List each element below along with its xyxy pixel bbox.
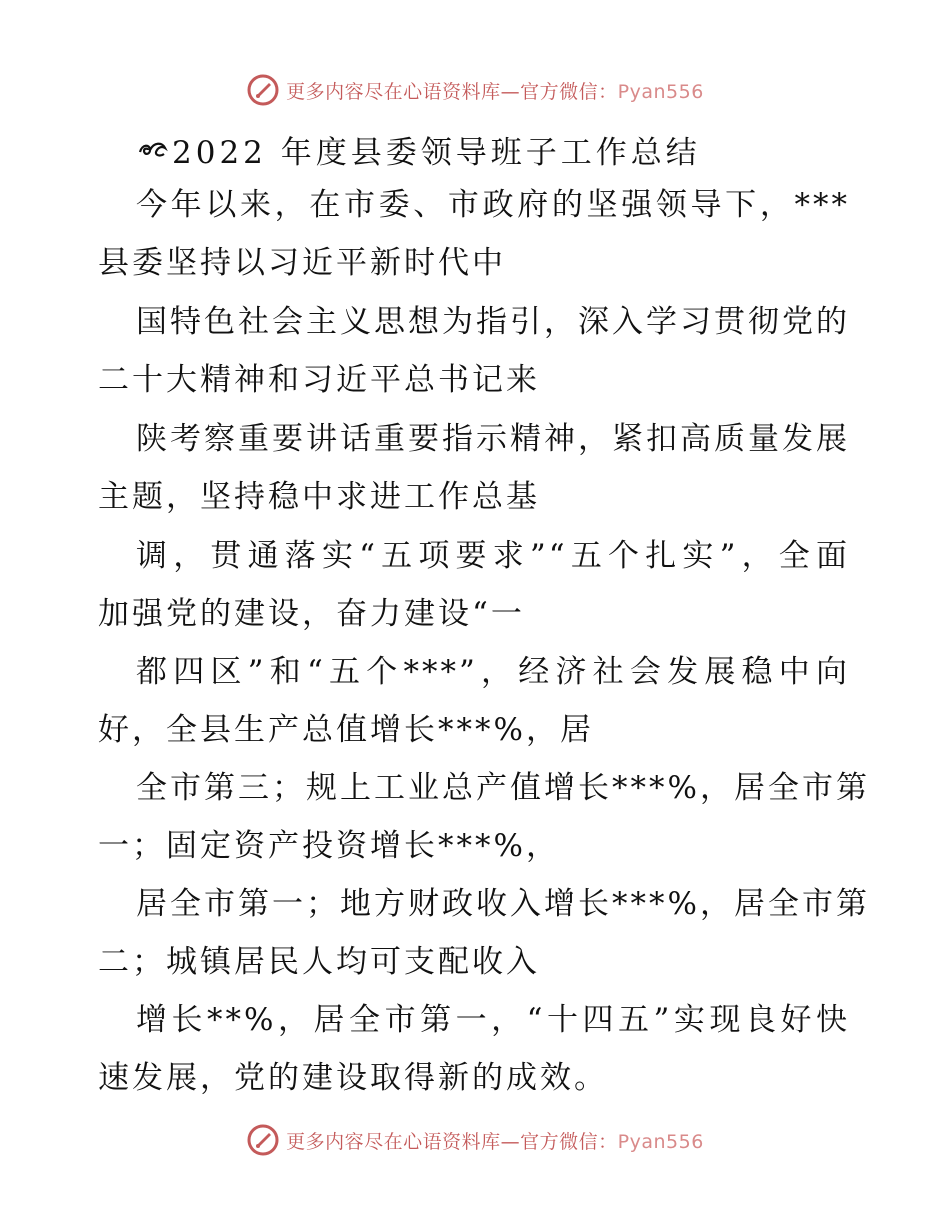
paragraph-line: 一；固定资产投资增长***%，	[98, 828, 560, 864]
footer-banner	[0, 1120, 950, 1160]
paragraph-line: 全市第三；规上工业总产值增长***%，居全市第	[136, 770, 870, 806]
paragraph-line: 增长**%，居全市第一，“十四五”实现良好快	[136, 1002, 850, 1038]
brand-logo-icon	[246, 1123, 280, 1157]
header-banner	[0, 70, 950, 110]
paragraph-line: 加强党的建设，奋力建设“一	[98, 596, 525, 632]
banner-text	[286, 77, 704, 104]
paragraph-line: 好，全县生产总值增长***%，居	[98, 712, 594, 748]
title-text: 2022 年度县委领导班子工作总结	[172, 134, 701, 171]
banner-account: Pyan556	[617, 80, 704, 103]
paragraph-line: 国特色社会主义思想为指引，深入学习贯彻党的	[136, 304, 850, 340]
paragraph-line: 居全市第一；地方财政收入增长***%，居全市第	[136, 886, 870, 922]
banner-text	[286, 1127, 704, 1154]
banner-label: 更多内容尽在心语资料库—官方微信：	[286, 1130, 618, 1153]
swirl-ornament-icon	[138, 138, 168, 160]
paragraph-line: 今年以来，在市委、市政府的坚强领导下，***	[136, 187, 850, 223]
paragraph-line: 速发展，党的建设取得新的成效。	[98, 1060, 608, 1096]
paragraph-line: 县委坚持以习近平新时代中	[98, 245, 506, 281]
paragraph-line: 都四区”和“五个***”，经济社会发展稳中向	[136, 654, 850, 690]
paragraph-line: 陕考察重要讲话重要指示精神，紧扣高质量发展	[136, 421, 850, 457]
paragraph-line: 调，贯通落实“五项要求”“五个扎实”，全面	[136, 538, 850, 574]
document-title	[138, 124, 701, 174]
banner-label: 更多内容尽在心语资料库—官方微信：	[286, 80, 618, 103]
banner-account: Pyan556	[617, 1130, 704, 1153]
paragraph-line: 二；城镇居民人均可支配收入	[98, 944, 540, 980]
paragraph-line: 主题，坚持稳中求进工作总基	[98, 479, 540, 515]
paragraph-line: 二十大精神和习近平总书记来	[98, 362, 540, 398]
brand-logo-icon	[246, 73, 280, 107]
